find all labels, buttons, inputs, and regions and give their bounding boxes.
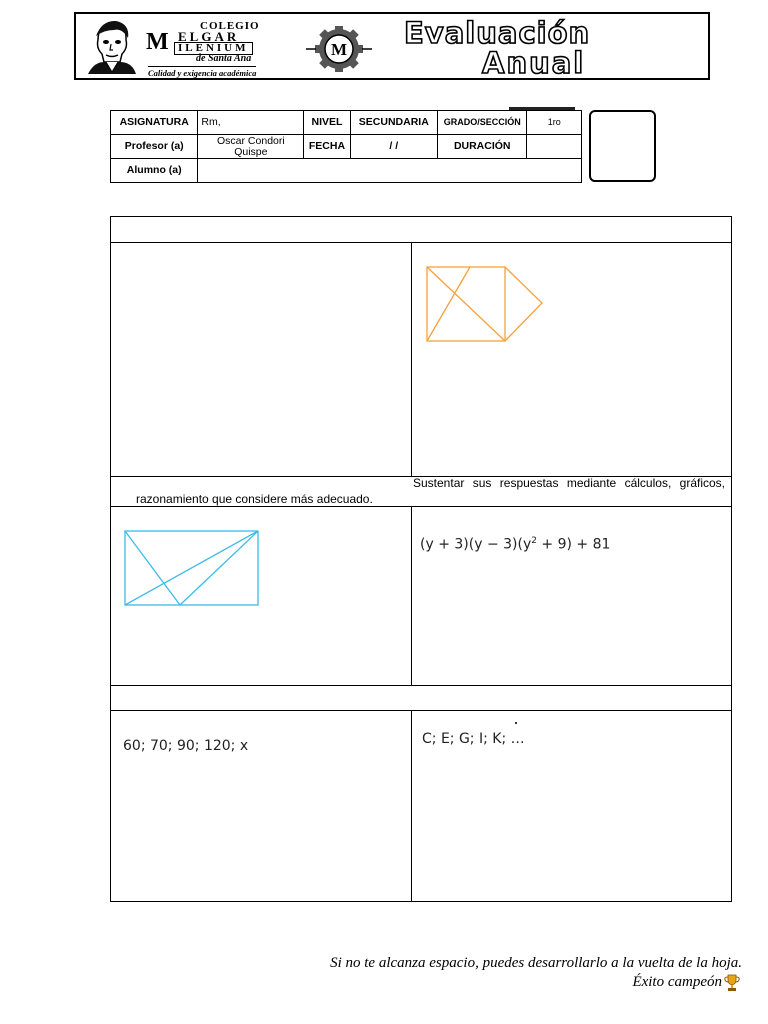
trophy-icon xyxy=(724,974,740,992)
alumno-label: Alumno (a) xyxy=(111,159,198,183)
asignatura-label: ASIGNATURA xyxy=(111,111,198,135)
nivel-value[interactable]: SECUNDARIA xyxy=(350,111,437,135)
letter-sequence: C; E; G; I; K; … xyxy=(422,731,525,747)
fecha-label: FECHA xyxy=(304,135,350,159)
nivel-label: NIVEL xyxy=(304,111,350,135)
logo-letter: M xyxy=(330,40,348,59)
instruction-text-part2: razonamiento que considere más adecuado. xyxy=(136,492,373,506)
expression-tail: + 9) + 81 xyxy=(536,536,611,553)
grado-value[interactable]: 1ro xyxy=(527,111,582,135)
sequence-dot-mark xyxy=(515,722,517,724)
orange-geometry-figure xyxy=(422,262,548,346)
school-label: COLEGIO xyxy=(200,20,260,32)
exam-title-line1: Evaluación xyxy=(404,16,591,50)
school-initial: M xyxy=(146,29,169,55)
expression-main: (y + 3)(y − 3)(y xyxy=(420,536,532,553)
grado-label: GRADO/SECCIÓN xyxy=(438,111,527,135)
cyan-geometry-figure xyxy=(120,526,264,610)
figure-shape2 xyxy=(125,531,258,605)
algebra-expression xyxy=(420,536,610,553)
footer-note: Si no te alcanza espacio, puedes desarrollarlo a la vuelta de la hoja. xyxy=(330,955,742,971)
profesor-label: Profesor (a) xyxy=(111,135,198,159)
student-info-table xyxy=(110,110,582,183)
footer-closing: Éxito campeón xyxy=(632,974,722,990)
school-name-milenium: ILENIUM xyxy=(174,42,253,55)
school-place: de Santa Ana xyxy=(196,53,252,64)
profesor-value[interactable]: Oscar Condori Quispe xyxy=(198,135,304,159)
number-sequence: 60; 70; 90; 120; x xyxy=(123,738,249,754)
figure-shape1 xyxy=(427,267,542,341)
expression-exponent: 2 xyxy=(531,536,537,546)
school-motto: Calidad y exigencia académica xyxy=(148,68,257,78)
fecha-value[interactable]: / / xyxy=(350,135,437,159)
asignatura-value[interactable]: Rm, xyxy=(198,111,304,135)
duracion-label: DURACIÓN xyxy=(438,135,527,159)
alumno-value[interactable] xyxy=(198,159,582,183)
grade-box[interactable] xyxy=(589,110,656,182)
exam-title-line2: Anual xyxy=(482,46,586,80)
school-name-melgar: ELGAR xyxy=(178,29,240,44)
duracion-value[interactable] xyxy=(527,135,582,159)
founder-portrait-icon xyxy=(84,18,140,74)
instruction-text-part1: Sustentar sus respuestas mediante cálculos, gráficos, xyxy=(413,476,725,490)
school-logo-gear-icon xyxy=(304,26,374,72)
